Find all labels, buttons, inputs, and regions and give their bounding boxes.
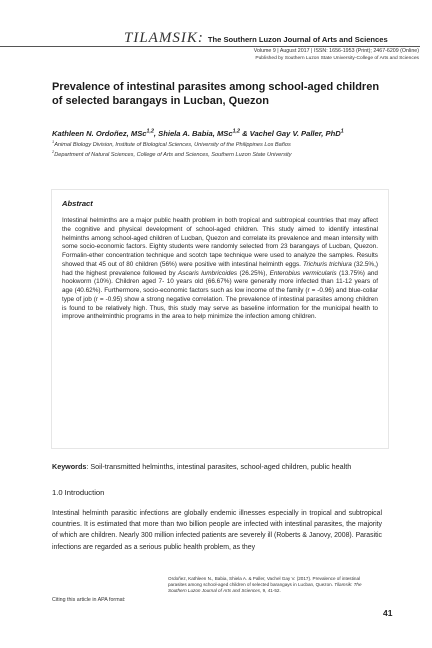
introduction-text: Intestinal helminth parasitic infections are globally endemic illnesses especially in tropical and subtropical countries. It is estimated that more than two billion people are infected with intestinal parasites, the majority of which are children. Nearly 300 million infected patients are severely ill (Roberts & Janovy, 2008). Parasitic infections are regarded as a serious public health problem, as they: [52, 510, 382, 551]
citation-label: Citing this article in APA format:: [52, 597, 126, 603]
keywords: [52, 462, 382, 472]
author-name: Shiela A. Babia, MSc: [158, 129, 233, 138]
affiliation-number: 1: [52, 139, 55, 145]
affiliation-text: Department of Natural Sciences, College of Arts and Sciences, Southern Luzon State University: [54, 152, 292, 158]
species-name: Enterobius vermicularis: [269, 269, 337, 277]
journal-title-line: [124, 30, 388, 47]
page-number: 41: [383, 608, 393, 618]
author-affiliation-ref: 1: [340, 128, 344, 135]
species-name: Trichuris trichiura: [303, 260, 352, 268]
author-name: Kathleen N. Ordoñez, MSc: [52, 129, 147, 138]
section-heading: 1.0 Introduction: [52, 488, 105, 497]
affiliation-number: 2: [52, 149, 55, 155]
author-separator: ,: [153, 129, 159, 138]
abstract-heading: Abstract: [62, 199, 93, 208]
abstract-segment: Intestinal helminths are a major public health problem in both tropical and subtropical countries that may affect the cognitive and physical development of school-aged children. This study aimed to identify intestinal helminths among school-aged children of Lucban, Quezon and correlate its prevalence and mean intensity with some socio-economic factors. Eighty students were randomly selected from 23 barangays of Lucban, Quezon. Formalin-ether concentration technique and scotch tape technique were used to analyze the samples. Results showed that 45 out of 80 children (56%) were positive with intestinal helminth eggs.: [62, 217, 378, 268]
article-title: Prevalence of intestinal parasites among school-aged children of selected barangays in Lucban, Quezon: [52, 81, 380, 107]
author-separator: &: [239, 129, 250, 138]
author-affiliation-ref: 1,2: [146, 128, 154, 135]
header-divider: [0, 46, 420, 47]
journal-name: The Southern Luzon Journal of Arts and Sciences: [207, 35, 388, 44]
species-name: Ascaris lumbricoides: [177, 269, 238, 277]
journal-logo: TILAMSIK:: [124, 30, 204, 46]
affiliation: [52, 149, 412, 158]
abstract-text: [62, 217, 378, 322]
page-footer: [0, 573, 432, 648]
author-list: [52, 129, 412, 138]
keywords-label: Keywords: [52, 462, 87, 471]
citation-volume: , 9, 41-52.: [260, 587, 281, 593]
affiliation-text: Animal Biology Division, Institute of Biological Sciences, University of the Philippines Los Baños: [54, 142, 291, 148]
abstract-segment: (32.5%,) had the highest prevalence followed by: [62, 260, 379, 277]
author-affiliation-ref: 1,2: [232, 128, 240, 135]
abstract-segment: (26.25%),: [237, 269, 270, 277]
affiliation: [52, 139, 412, 148]
citation-text: [168, 576, 373, 594]
abstract-segment: (13.75%) and hookworm (10%). Children aged 7- 10 years old (66.67%) were generally more infected than 11-12 years of age (40.62%). Furthermore, socio-economic factors such as low income of the family (r = -0.96) and blue-collar type of job (r = -0.95) show a strong negative correlation. The prevalence of intestinal parasites among children is found to be relatively high. Thus, this study may serve as baseline information for the municipal health to improve anthelminthic programs in the area to help minimize the infection among children.: [62, 269, 378, 321]
issue-info: Volume 9 | August 2017 | ISSN: 1656-1953 (Print); 2467-6209 (Online): [253, 48, 419, 54]
keywords-text: : Soil-transmitted helminths, intestinal parasites, school-aged children, public health: [86, 462, 352, 471]
citation-main: Ordoñez, Kathleen N., Babia, Shiela A. & Paller, Vachel Gay V. (2017). Prevalence of intestinal parasites among school-aged children of selected barangays in Lucban, Quezon.: [168, 576, 361, 587]
page-header: [0, 0, 432, 70]
author-name: Vachel Gay V. Paller, PhD: [249, 129, 341, 138]
publisher-info: Published by Southern Luzon State University-College of Arts and Sciences: [255, 56, 419, 61]
abstract-box: [52, 190, 388, 448]
citation-journal: Tilamsik: The Southern Luzon Journal of Arts and Sciences: [168, 581, 362, 593]
